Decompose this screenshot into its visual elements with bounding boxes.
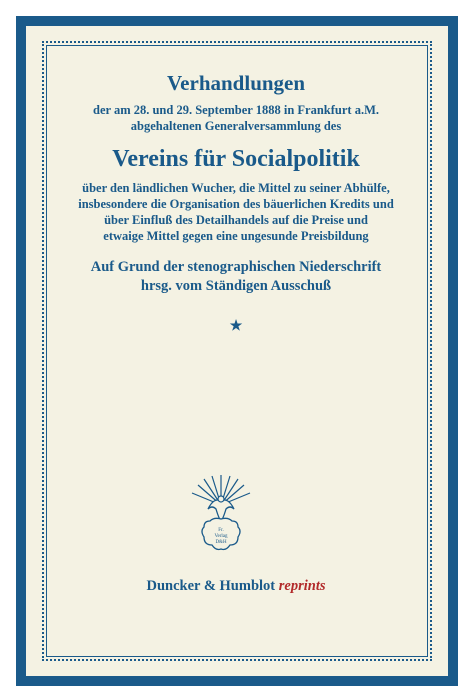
emblem-text: Fr. (218, 528, 224, 533)
topics-line: insbesondere die Organisation des bäuerlichen Kredits und (78, 197, 394, 211)
subtitle-line: abgehaltenen Generalversammlung des (130, 119, 342, 133)
publisher-imprint (0, 578, 472, 595)
title: Verhandlungen (166, 71, 306, 95)
subtitle-line: der am 28. und 29. September 1888 in Frankfurt a.M. (93, 103, 379, 117)
source-line: hrsg. vom Ständigen Ausschuß (140, 278, 332, 294)
cover-text-block (24, 70, 448, 334)
emblem-text: D&H (215, 540, 227, 545)
source-note (24, 258, 448, 296)
publisher-reprints-label: reprints (278, 578, 326, 594)
topics-line: über Einfluß des Detailhandels auf die Preise und (104, 213, 368, 227)
topics-line: über den ländlichen Wucher, die Mittel zu seiner Abhülfe, (82, 181, 390, 195)
main-title: Vereins für Socialpolitik (112, 146, 360, 172)
source-line: Auf Grund der stenographischen Niederschrift (90, 259, 382, 275)
topics-description (24, 180, 448, 244)
publisher-eagle-emblem-icon (190, 475, 252, 555)
star-ornament-icon: ★ (229, 319, 243, 334)
topics-line: etwaige Mittel gegen eine ungesunde Preisbildung (103, 229, 369, 243)
subtitle (24, 102, 448, 134)
publisher-name: Duncker & Humblot (146, 578, 276, 594)
emblem-text: Verlag (214, 534, 228, 539)
